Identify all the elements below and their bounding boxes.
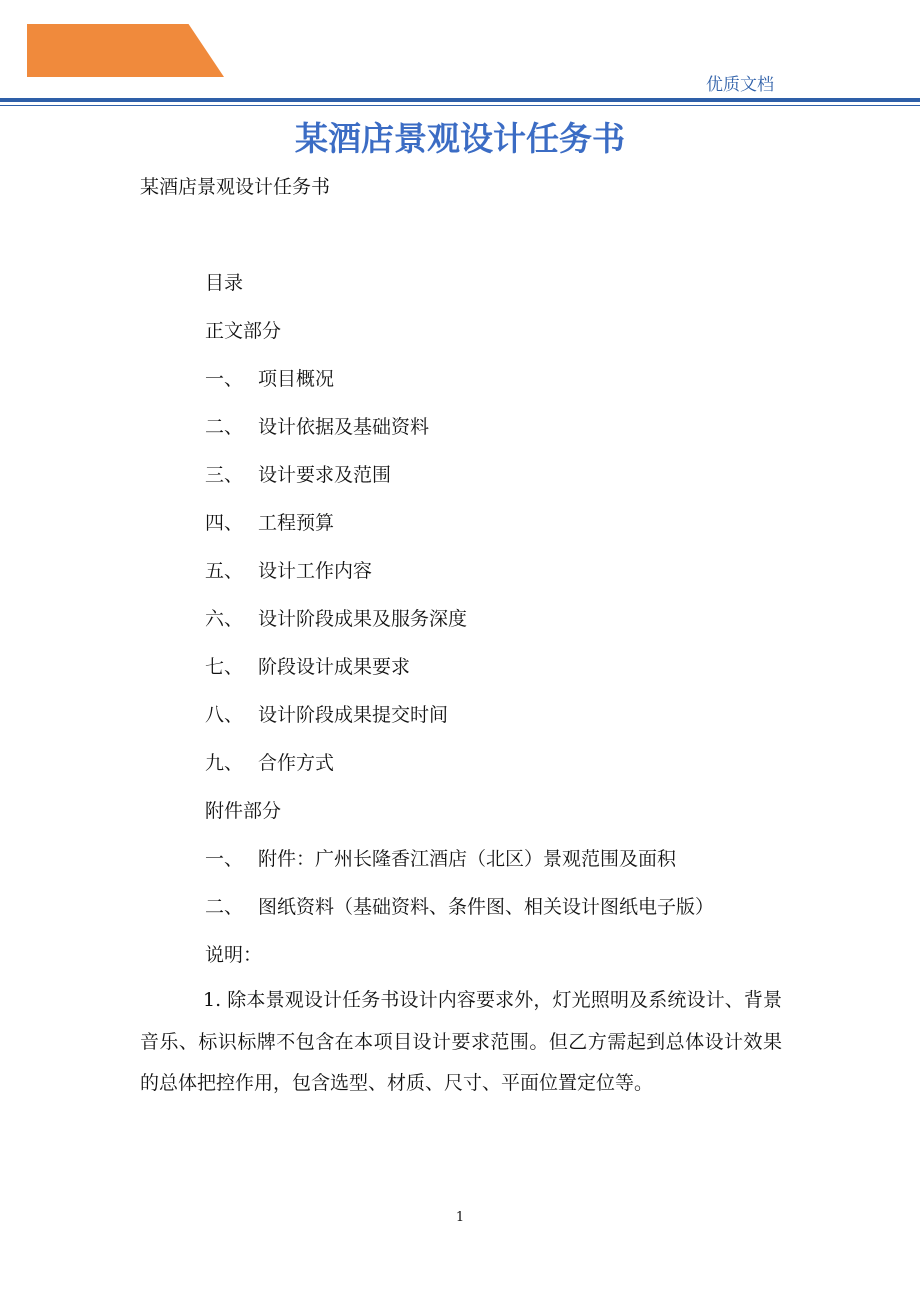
toc-item-text: 设计阶段成果及服务深度 bbox=[258, 608, 468, 630]
appendix-item-number: 一、 bbox=[205, 848, 244, 870]
toc-item-number: 一、 bbox=[205, 368, 244, 390]
notes-paragraph: 1. 除本景观设计任务书设计内容要求外，灯光照明及系统设计、背景音乐、标识标牌不包含在本项目设计要求范围。但乙方需起到总体设计效果的总体把控作用，包含选型、材质、尺寸、平面位置定位等。 bbox=[140, 989, 782, 1094]
toc-item-number: 三、 bbox=[205, 464, 244, 486]
toc-item-number: 九、 bbox=[205, 752, 244, 774]
toc-item-number: 五、 bbox=[205, 560, 244, 582]
toc-item bbox=[205, 700, 448, 727]
toc-item bbox=[205, 652, 410, 679]
toc-item bbox=[205, 364, 334, 391]
toc-item bbox=[205, 604, 467, 631]
appendix-item-text: 附件：广州长隆香江酒店（北区）景观范围及面积 bbox=[258, 848, 677, 870]
toc-item-text: 工程预算 bbox=[258, 512, 335, 534]
toc-item-text: 合作方式 bbox=[258, 752, 335, 774]
header-rule-thin bbox=[0, 105, 920, 106]
header-label: 优质文档 bbox=[706, 75, 774, 95]
toc-item-text: 设计依据及基础资料 bbox=[258, 416, 430, 438]
notes-heading: 说明： bbox=[205, 944, 263, 966]
toc-item-number: 六、 bbox=[205, 608, 244, 630]
toc-item-number: 四、 bbox=[205, 512, 244, 534]
toc-item bbox=[205, 508, 334, 535]
toc-item-text: 设计要求及范围 bbox=[258, 464, 392, 486]
appendix-item-text: 图纸资料（基础资料、条件图、相关设计图纸电子版） bbox=[258, 896, 715, 918]
toc-item bbox=[205, 556, 372, 583]
document-title: 某酒店景观设计任务书 bbox=[295, 119, 625, 158]
toc-main-section: 正文部分 bbox=[205, 320, 282, 342]
toc-item-text: 阶段设计成果要求 bbox=[258, 656, 411, 678]
document-subtitle: 某酒店景观设计任务书 bbox=[140, 176, 331, 198]
toc-item-text: 设计工作内容 bbox=[258, 560, 373, 582]
toc-item-number: 七、 bbox=[205, 656, 244, 678]
toc-appendix-section: 附件部分 bbox=[205, 800, 282, 822]
toc-item bbox=[205, 412, 429, 439]
toc-item-text: 项目概况 bbox=[258, 368, 335, 390]
toc-item-text: 设计阶段成果提交时间 bbox=[258, 704, 449, 726]
toc-item bbox=[205, 460, 391, 487]
header-rule bbox=[0, 98, 920, 102]
appendix-item-number: 二、 bbox=[205, 896, 244, 918]
appendix-item bbox=[205, 844, 676, 871]
toc-item-number: 八、 bbox=[205, 704, 244, 726]
toc-heading: 目录 bbox=[205, 272, 244, 294]
toc-item-number: 二、 bbox=[205, 416, 244, 438]
header-banner-shape bbox=[27, 24, 224, 77]
appendix-item bbox=[205, 892, 714, 919]
page-number: 1 bbox=[455, 1210, 465, 1225]
toc-item bbox=[205, 748, 334, 775]
